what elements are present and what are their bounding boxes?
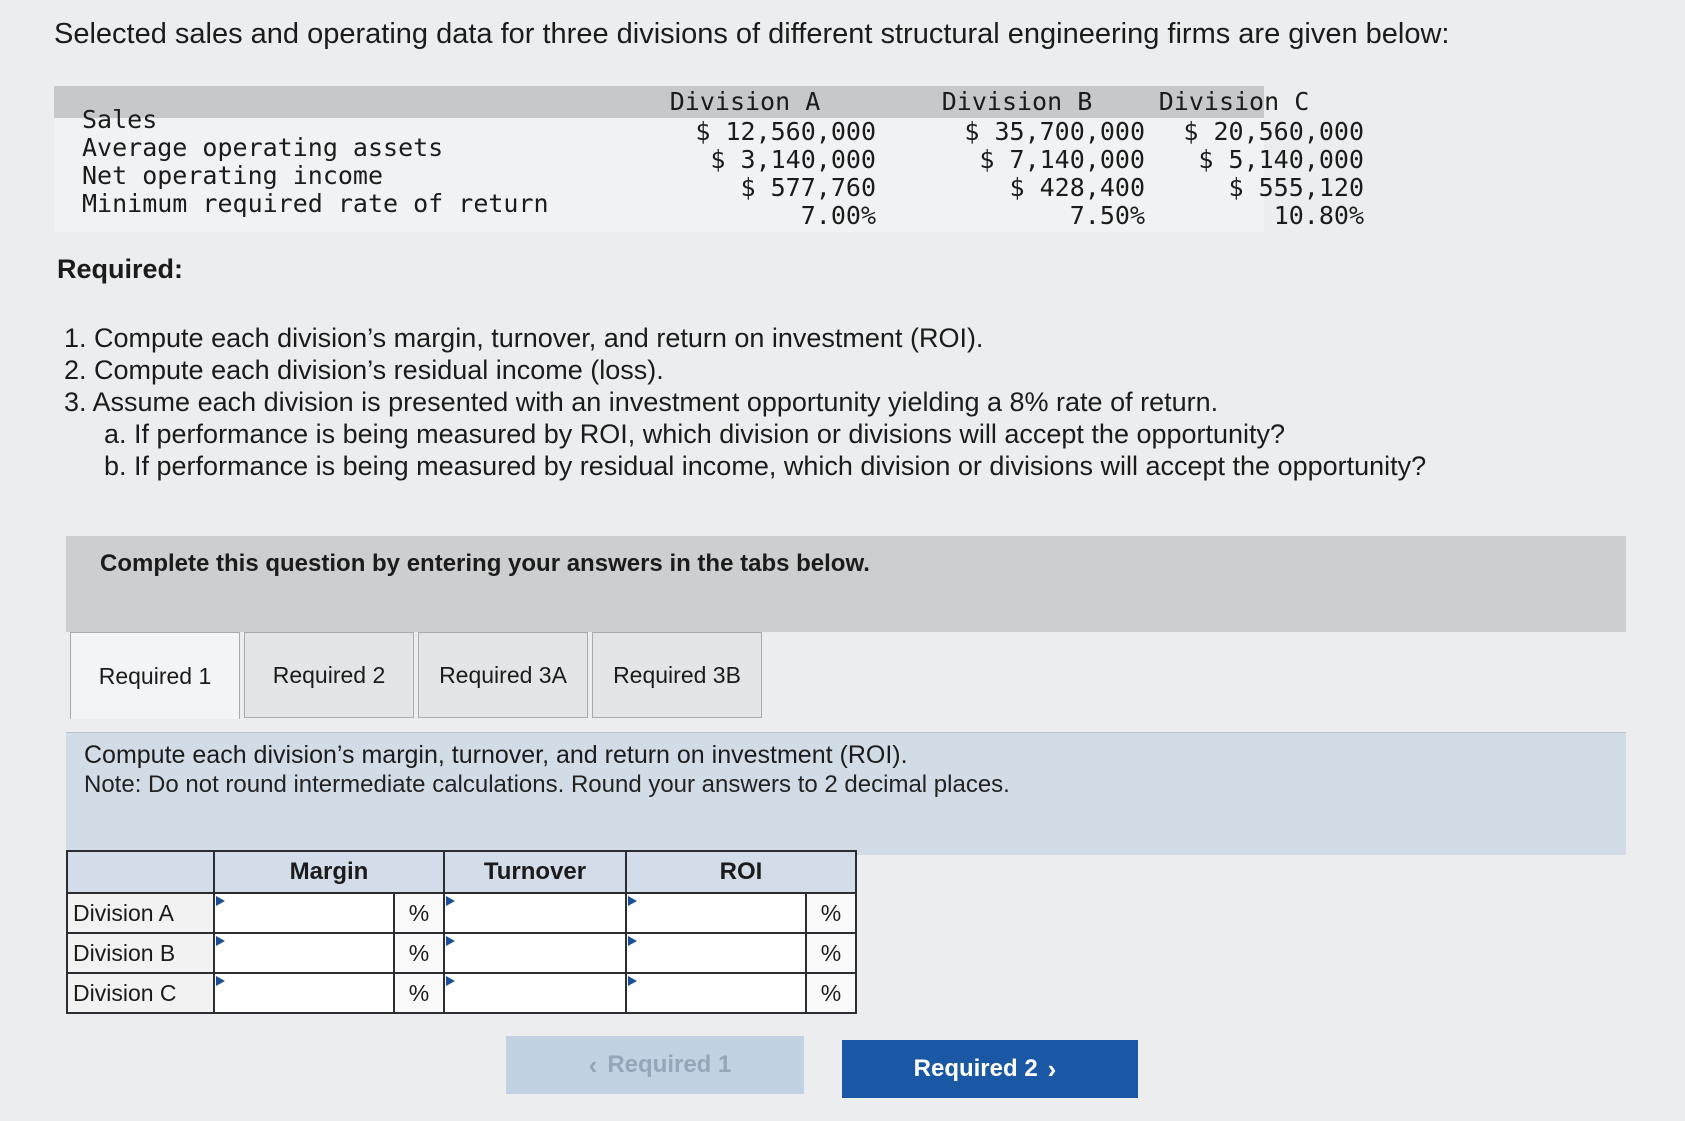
required-item-3b: b. If performance is being measured by residual income, which division or divisions will accept the opportunity?: [104, 451, 1427, 481]
division-b-sales: $ 35,700,000: [964, 117, 1145, 146]
chevron-left-icon: ‹: [588, 1049, 598, 1080]
division-a-assets: $ 3,140,000: [710, 145, 876, 174]
prev-button-label: Required 1: [607, 1051, 732, 1078]
division-a-rate: 7.00%: [800, 201, 876, 230]
row-label-noi: Net operating income: [82, 161, 384, 190]
row-division-c: Division C: [67, 973, 214, 1013]
chevron-right-icon: ›: [1047, 1053, 1057, 1084]
roi-input-a[interactable]: [626, 893, 806, 933]
division-b-assets: $ 7,140,000: [979, 145, 1145, 174]
margin-input-b[interactable]: [214, 933, 394, 973]
instructions-panel: [66, 732, 1626, 855]
roi-input-b[interactable]: [626, 933, 806, 973]
division-a-sales: $ 12,560,000: [695, 117, 876, 146]
instructions-line1: Compute each division’s margin, turnover, and return on investment (ROI).: [84, 741, 908, 769]
division-c-sales: $ 20,560,000: [1183, 117, 1364, 146]
percent-sign: %: [806, 933, 856, 973]
tab-required-3b[interactable]: Required 3B: [592, 632, 762, 718]
next-button-label: Required 2: [913, 1055, 1038, 1082]
table-row: [67, 933, 856, 973]
required-heading: Required:: [57, 254, 184, 284]
division-b-noi: $ 428,400: [1009, 173, 1145, 202]
next-button[interactable]: [842, 1040, 1138, 1098]
margin-input-a[interactable]: [214, 893, 394, 933]
header-roi: ROI: [626, 851, 856, 893]
table-row: [67, 893, 856, 933]
percent-sign: %: [394, 973, 444, 1013]
turnover-input-c[interactable]: [444, 973, 626, 1013]
header-margin: Margin: [214, 851, 444, 893]
required-item-3a: a. If performance is being measured by ROI, which division or divisions will accept the opportunity?: [104, 419, 1286, 449]
row-label-rate: Minimum required rate of return: [82, 189, 549, 218]
row-division-b: Division B: [67, 933, 214, 973]
required-item-2: 2. Compute each division’s residual income (loss).: [64, 355, 664, 385]
complete-banner: [66, 536, 1626, 632]
row-label-sales: Sales: [82, 105, 158, 134]
percent-sign: %: [806, 973, 856, 1013]
row-label-assets: Average operating assets: [82, 133, 444, 162]
turnover-input-a[interactable]: [444, 893, 626, 933]
complete-text: Complete this question by entering your answers in the tabs below.: [100, 550, 870, 577]
tab-required-2[interactable]: Required 2: [244, 632, 414, 718]
answer-table: [66, 850, 857, 1014]
required-item-1: 1. Compute each division’s margin, turnover, and return on investment (ROI).: [64, 323, 984, 353]
table-row: [67, 973, 856, 1013]
percent-sign: %: [394, 933, 444, 973]
percent-sign: %: [806, 893, 856, 933]
division-b-header: Division B: [941, 87, 1093, 116]
division-c-assets: $ 5,140,000: [1198, 145, 1364, 174]
division-b-rate: 7.50%: [1069, 201, 1145, 230]
division-c-noi: $ 555,120: [1228, 173, 1364, 202]
division-c-header: Division C: [1158, 87, 1310, 116]
header-turnover: Turnover: [444, 851, 626, 893]
required-list: [64, 322, 1426, 482]
tab-required-1[interactable]: Required 1: [70, 632, 240, 719]
division-a-noi: $ 577,760: [740, 173, 876, 202]
instructions-note: Note: Do not round intermediate calculations. Round your answers to 2 decimal places.: [84, 771, 1010, 798]
row-labels: [82, 106, 549, 218]
corner-cell: [67, 851, 214, 893]
division-a-header: Division A: [669, 87, 821, 116]
column-division-a: [614, 86, 876, 230]
row-division-a: Division A: [67, 893, 214, 933]
margin-input-c[interactable]: [214, 973, 394, 1013]
prev-button[interactable]: [506, 1036, 804, 1094]
column-division-c: [1104, 86, 1364, 230]
intro-text: Selected sales and operating data for three divisions of different structural engineering firms are given below:: [54, 18, 1450, 50]
roi-input-c[interactable]: [626, 973, 806, 1013]
required-item-3: 3. Assume each division is presented with an investment opportunity yielding a 8% rate of return.: [64, 387, 1219, 417]
division-c-rate: 10.80%: [1273, 201, 1364, 230]
sales-data-table: [54, 86, 1364, 232]
tab-required-3a[interactable]: Required 3A: [418, 632, 588, 718]
percent-sign: %: [394, 893, 444, 933]
turnover-input-b[interactable]: [444, 933, 626, 973]
